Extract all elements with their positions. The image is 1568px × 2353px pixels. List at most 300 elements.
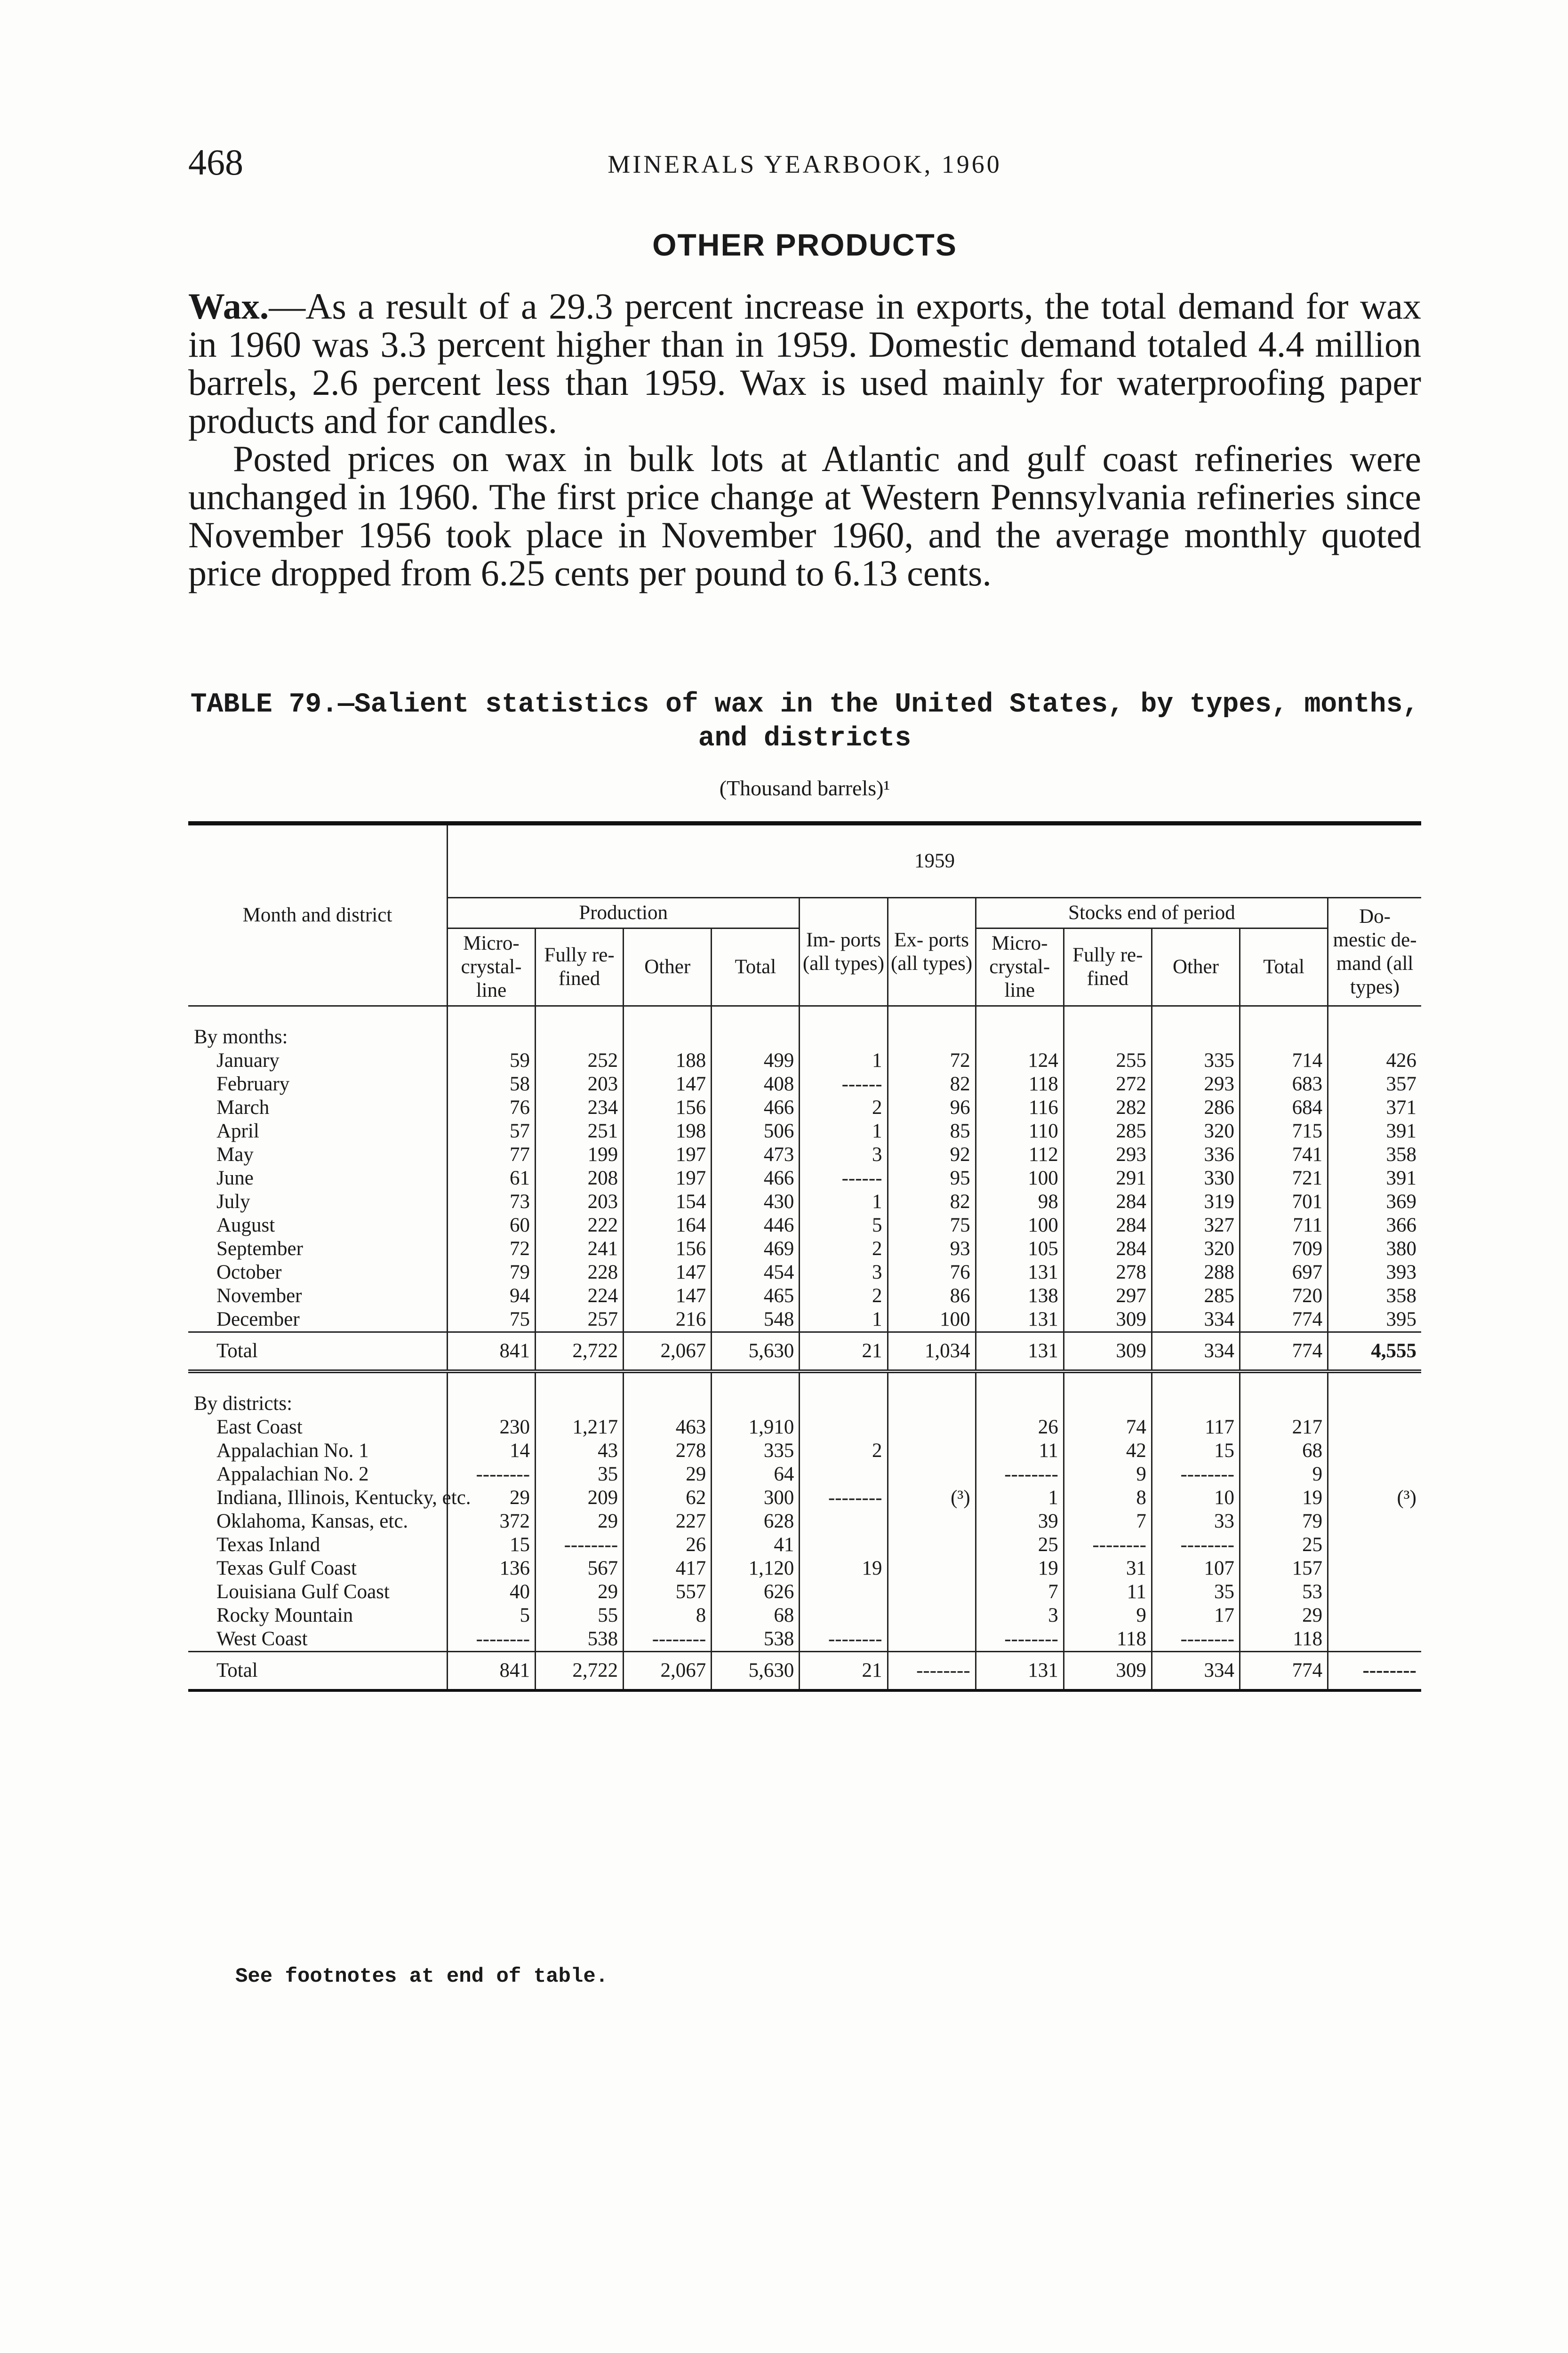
table-cell: 774 bbox=[1240, 1652, 1328, 1691]
header-prod-fully: Fully re- fined bbox=[536, 928, 624, 1006]
section-label: By districts: bbox=[194, 1393, 293, 1415]
row-label: Texas Inland bbox=[216, 1534, 320, 1556]
row-label: March bbox=[216, 1096, 270, 1119]
header-month-district: Month and district bbox=[242, 904, 392, 926]
table-row bbox=[188, 1557, 1421, 1580]
table-cell: 282 bbox=[1064, 1096, 1152, 1120]
table-cell-empty bbox=[536, 1025, 624, 1049]
table-cell: 293 bbox=[1064, 1143, 1152, 1167]
table-cell: 3 bbox=[800, 1143, 888, 1167]
table-cell: 697 bbox=[1240, 1261, 1328, 1284]
row-label: Indiana, Illinois, Kentucky, etc. bbox=[216, 1487, 471, 1509]
table-cell: 371 bbox=[1328, 1096, 1421, 1120]
table-cell: 96 bbox=[888, 1096, 976, 1120]
table-body bbox=[188, 1006, 1421, 1691]
table-cell bbox=[888, 1510, 976, 1533]
table-cell: 131 bbox=[976, 1332, 1064, 1372]
table-cell: 358 bbox=[1328, 1284, 1421, 1308]
table-cell: 29 bbox=[1240, 1604, 1328, 1627]
table-cell: 557 bbox=[624, 1580, 712, 1604]
table-cell: 61 bbox=[447, 1167, 535, 1190]
table-cell: 100 bbox=[976, 1214, 1064, 1237]
table-cell: 251 bbox=[536, 1120, 624, 1143]
table-cell: 285 bbox=[1064, 1120, 1152, 1143]
row-label: December bbox=[216, 1308, 300, 1330]
table-cell-empty bbox=[624, 1392, 712, 1416]
spacer-cell bbox=[624, 1371, 712, 1392]
table-cell: 55 bbox=[536, 1604, 624, 1627]
table-cell: 64 bbox=[712, 1463, 800, 1486]
row-label: January bbox=[216, 1049, 280, 1072]
spacer-cell bbox=[624, 1006, 712, 1026]
table-cell: 548 bbox=[712, 1308, 800, 1332]
spacer-cell bbox=[1328, 1006, 1421, 1026]
spacer-cell bbox=[976, 1006, 1064, 1026]
table-cell bbox=[1328, 1416, 1421, 1439]
table-cell: 21 bbox=[800, 1332, 888, 1372]
table-cell: 334 bbox=[1152, 1652, 1240, 1691]
table-cell: 1 bbox=[800, 1120, 888, 1143]
table-cell: 469 bbox=[712, 1237, 800, 1261]
table-row bbox=[188, 1237, 1421, 1261]
spacer-cell bbox=[888, 1371, 976, 1392]
table-cell: 19 bbox=[800, 1557, 888, 1580]
table-cell bbox=[1328, 1439, 1421, 1463]
table-cell: 85 bbox=[888, 1120, 976, 1143]
table-cell: 278 bbox=[624, 1439, 712, 1463]
table-cell: 8 bbox=[624, 1604, 712, 1627]
row-label: October bbox=[216, 1261, 282, 1283]
spacer-cell bbox=[888, 1006, 976, 1026]
table-cell: 15 bbox=[1152, 1439, 1240, 1463]
table-cell: 2 bbox=[800, 1439, 888, 1463]
table-cell: 209 bbox=[536, 1486, 624, 1510]
table-cell: 156 bbox=[624, 1237, 712, 1261]
table-cell: 430 bbox=[712, 1190, 800, 1214]
table-cell: -------- bbox=[1152, 1463, 1240, 1486]
wax-table-container bbox=[188, 821, 1421, 1941]
table-cell: 284 bbox=[1064, 1214, 1152, 1237]
table-cell: 10 bbox=[1152, 1486, 1240, 1510]
running-head: MINERALS YEARBOOK, 1960 bbox=[608, 150, 1002, 178]
table-cell: 2 bbox=[800, 1237, 888, 1261]
spacer-cell bbox=[1064, 1371, 1152, 1392]
table-cell: -------- bbox=[888, 1652, 976, 1691]
spacer-cell bbox=[1240, 1371, 1328, 1392]
table-cell bbox=[800, 1463, 888, 1486]
table-cell: 366 bbox=[1328, 1214, 1421, 1237]
paragraph-wax bbox=[188, 287, 1421, 440]
header-imports: Im- ports (all types) bbox=[800, 898, 888, 1006]
table-row bbox=[188, 1627, 1421, 1652]
table-cell bbox=[1328, 1627, 1421, 1652]
table-cell bbox=[800, 1416, 888, 1439]
table-cell: 2 bbox=[800, 1284, 888, 1308]
row-label: September bbox=[216, 1238, 303, 1260]
spacer-cell bbox=[1240, 1006, 1328, 1026]
table-row bbox=[188, 1580, 1421, 1604]
table-cell: 197 bbox=[624, 1167, 712, 1190]
table-row bbox=[188, 1143, 1421, 1167]
table-cell: 203 bbox=[536, 1072, 624, 1096]
table-cell: 408 bbox=[712, 1072, 800, 1096]
table-cell: 506 bbox=[712, 1120, 800, 1143]
table-cell: 1,034 bbox=[888, 1332, 976, 1372]
table-cell: 357 bbox=[1328, 1072, 1421, 1096]
table-cell: 25 bbox=[1240, 1533, 1328, 1557]
table-cell: 227 bbox=[624, 1510, 712, 1533]
table-cell: 1 bbox=[800, 1190, 888, 1214]
table-cell: 39 bbox=[976, 1510, 1064, 1533]
table-cell: 720 bbox=[1240, 1284, 1328, 1308]
spacer-cell bbox=[1152, 1006, 1240, 1026]
table-cell: 334 bbox=[1152, 1332, 1240, 1372]
table-cell: 255 bbox=[1064, 1049, 1152, 1072]
table-cell: -------- bbox=[800, 1486, 888, 1510]
table-cell-empty bbox=[712, 1392, 800, 1416]
table-cell-empty bbox=[447, 1392, 535, 1416]
table-cell-empty bbox=[712, 1025, 800, 1049]
table-cell: 131 bbox=[976, 1308, 1064, 1332]
table-cell: 138 bbox=[976, 1284, 1064, 1308]
table-cell-empty bbox=[1328, 1392, 1421, 1416]
table-cell: 118 bbox=[1064, 1627, 1152, 1652]
table-cell: 147 bbox=[624, 1072, 712, 1096]
page-number: 468 bbox=[188, 142, 243, 183]
table-cell: 252 bbox=[536, 1049, 624, 1072]
table-cell: 241 bbox=[536, 1237, 624, 1261]
table-cell: 2,722 bbox=[536, 1332, 624, 1372]
table-cell: 297 bbox=[1064, 1284, 1152, 1308]
table-cell: 107 bbox=[1152, 1557, 1240, 1580]
table-cell bbox=[888, 1416, 976, 1439]
paragraph-lead: Wax. bbox=[188, 286, 269, 327]
table-row bbox=[188, 1120, 1421, 1143]
row-label: Louisiana Gulf Coast bbox=[216, 1581, 390, 1603]
table-cell-empty bbox=[1064, 1025, 1152, 1049]
spacer-cell bbox=[976, 1371, 1064, 1392]
table-cell: -------- bbox=[536, 1533, 624, 1557]
table-cell: 683 bbox=[1240, 1072, 1328, 1096]
table-cell: 284 bbox=[1064, 1190, 1152, 1214]
table-cell bbox=[888, 1604, 976, 1627]
table-cell bbox=[800, 1580, 888, 1604]
table-cell: 118 bbox=[976, 1072, 1064, 1096]
table-cell bbox=[800, 1533, 888, 1557]
table-subcaption: (Thousand barrels)¹ bbox=[719, 776, 890, 800]
row-label: April bbox=[216, 1120, 259, 1142]
table-cell: 154 bbox=[624, 1190, 712, 1214]
table-cell: 3 bbox=[800, 1261, 888, 1284]
table-cell: 157 bbox=[1240, 1557, 1328, 1580]
table-cell bbox=[888, 1463, 976, 1486]
table-row bbox=[188, 1214, 1421, 1237]
table-cell: 42 bbox=[1064, 1439, 1152, 1463]
table-row bbox=[188, 1096, 1421, 1120]
table-cell: 228 bbox=[536, 1261, 624, 1284]
table-cell: 43 bbox=[536, 1439, 624, 1463]
table-cell: 334 bbox=[1152, 1308, 1240, 1332]
table-cell: 131 bbox=[976, 1652, 1064, 1691]
table-cell-empty bbox=[888, 1392, 976, 1416]
table-cell: 628 bbox=[712, 1510, 800, 1533]
table-cell: 35 bbox=[536, 1463, 624, 1486]
table-row bbox=[188, 1308, 1421, 1332]
table-cell: 29 bbox=[536, 1510, 624, 1533]
table-cell: 124 bbox=[976, 1049, 1064, 1072]
header-prod-total: Total bbox=[712, 928, 800, 1006]
table-cell: 224 bbox=[536, 1284, 624, 1308]
table-cell: 335 bbox=[1152, 1049, 1240, 1072]
table-cell: 117 bbox=[1152, 1416, 1240, 1439]
table-cell bbox=[1328, 1463, 1421, 1486]
table-cell: (³) bbox=[1328, 1486, 1421, 1510]
table-cell: 300 bbox=[712, 1486, 800, 1510]
table-row bbox=[188, 1284, 1421, 1308]
header-prod-micro: Micro- crystal- line bbox=[447, 928, 535, 1006]
table-cell: 715 bbox=[1240, 1120, 1328, 1143]
header-stock-total: Total bbox=[1240, 928, 1328, 1006]
header-stock-micro: Micro- crystal- line bbox=[976, 928, 1064, 1006]
table-cell: 288 bbox=[1152, 1261, 1240, 1284]
table-cell: 335 bbox=[712, 1439, 800, 1463]
row-label: February bbox=[216, 1073, 290, 1095]
table-cell: 372 bbox=[447, 1510, 535, 1533]
header-production: Production bbox=[447, 898, 800, 928]
table-cell: 17 bbox=[1152, 1604, 1240, 1627]
table-cell: 57 bbox=[447, 1120, 535, 1143]
table-cell: 29 bbox=[624, 1463, 712, 1486]
table-cell: 257 bbox=[536, 1308, 624, 1332]
spacer-cell bbox=[712, 1371, 800, 1392]
table-cell: 286 bbox=[1152, 1096, 1240, 1120]
table-cell: 131 bbox=[976, 1261, 1064, 1284]
table-cell: 473 bbox=[712, 1143, 800, 1167]
table-cell: 538 bbox=[536, 1627, 624, 1652]
table-cell: 463 bbox=[624, 1416, 712, 1439]
table-cell: 76 bbox=[447, 1096, 535, 1120]
table-cell: 7 bbox=[1064, 1510, 1152, 1533]
table-cell: 26 bbox=[624, 1533, 712, 1557]
table-cell: 841 bbox=[447, 1652, 535, 1691]
spacer-cell bbox=[188, 1006, 447, 1026]
table-cell: ------ bbox=[800, 1072, 888, 1096]
table-cell: 62 bbox=[624, 1486, 712, 1510]
table-cell bbox=[1328, 1533, 1421, 1557]
table-cell: 4,555 bbox=[1328, 1332, 1421, 1372]
table-cell: 465 bbox=[712, 1284, 800, 1308]
body-text bbox=[188, 287, 1421, 592]
table-cell: 336 bbox=[1152, 1143, 1240, 1167]
header-prod-other: Other bbox=[624, 928, 712, 1006]
table-cell: 320 bbox=[1152, 1237, 1240, 1261]
table-cell: 293 bbox=[1152, 1072, 1240, 1096]
table-cell: 82 bbox=[888, 1190, 976, 1214]
table-cell: 841 bbox=[447, 1332, 535, 1372]
table-cell: 112 bbox=[976, 1143, 1064, 1167]
section-label: By months: bbox=[194, 1026, 288, 1048]
table-cell: 2 bbox=[800, 1096, 888, 1120]
table-cell: 741 bbox=[1240, 1143, 1328, 1167]
header-stock-other: Other bbox=[1152, 928, 1240, 1006]
table-cell: 29 bbox=[447, 1486, 535, 1510]
table-cell: 82 bbox=[888, 1072, 976, 1096]
spacer-row bbox=[188, 1371, 1421, 1392]
table-cell: 217 bbox=[1240, 1416, 1328, 1439]
table-caption: TABLE 79.—Salient statistics of wax in the United States, by types, months, and districts bbox=[190, 689, 1419, 754]
total-row bbox=[188, 1652, 1421, 1691]
table-row bbox=[188, 1049, 1421, 1072]
table-row bbox=[188, 1533, 1421, 1557]
table-cell bbox=[800, 1510, 888, 1533]
table-cell: 2,067 bbox=[624, 1652, 712, 1691]
table-cell: 100 bbox=[888, 1308, 976, 1332]
spacer-cell bbox=[188, 1371, 447, 1392]
table-cell-empty bbox=[1152, 1025, 1240, 1049]
table-cell: (³) bbox=[888, 1486, 976, 1510]
table-cell: 358 bbox=[1328, 1143, 1421, 1167]
row-label: June bbox=[216, 1167, 254, 1189]
table-cell: 309 bbox=[1064, 1652, 1152, 1691]
table-cell: 369 bbox=[1328, 1190, 1421, 1214]
table-cell bbox=[1328, 1557, 1421, 1580]
table-cell: 198 bbox=[624, 1120, 712, 1143]
spacer-cell bbox=[536, 1006, 624, 1026]
table-cell: 327 bbox=[1152, 1214, 1240, 1237]
table-cell: 5,630 bbox=[712, 1332, 800, 1372]
row-label: July bbox=[216, 1191, 250, 1213]
table-cell: 72 bbox=[888, 1049, 976, 1072]
table-cell bbox=[800, 1604, 888, 1627]
table-cell: 77 bbox=[447, 1143, 535, 1167]
table-cell: 53 bbox=[1240, 1580, 1328, 1604]
table-cell: 11 bbox=[976, 1439, 1064, 1463]
table-cell: 15 bbox=[447, 1533, 535, 1557]
table-cell: 5 bbox=[447, 1604, 535, 1627]
table-cell: -------- bbox=[1328, 1652, 1421, 1691]
row-label: November bbox=[216, 1285, 302, 1307]
table-cell: 31 bbox=[1064, 1557, 1152, 1580]
header-stock-fully: Fully re- fined bbox=[1064, 928, 1152, 1006]
table-cell: 60 bbox=[447, 1214, 535, 1237]
table-row bbox=[188, 1604, 1421, 1627]
table-cell: 35 bbox=[1152, 1580, 1240, 1604]
table-cell: 147 bbox=[624, 1261, 712, 1284]
table-row bbox=[188, 1261, 1421, 1284]
table-cell-empty bbox=[888, 1025, 976, 1049]
table-cell: 466 bbox=[712, 1096, 800, 1120]
table-cell: 626 bbox=[712, 1580, 800, 1604]
table-cell-empty bbox=[1152, 1392, 1240, 1416]
spacer-cell bbox=[1328, 1371, 1421, 1392]
row-label: Total bbox=[188, 1652, 447, 1691]
table-cell: 538 bbox=[712, 1627, 800, 1652]
table-cell: 391 bbox=[1328, 1120, 1421, 1143]
spacer-cell bbox=[800, 1371, 888, 1392]
table-cell: 391 bbox=[1328, 1167, 1421, 1190]
table-cell: 446 bbox=[712, 1214, 800, 1237]
row-label: Appalachian No. 2 bbox=[216, 1463, 369, 1485]
table-cell: 284 bbox=[1064, 1237, 1152, 1261]
table-cell: 68 bbox=[1240, 1439, 1328, 1463]
table-cell: 8 bbox=[1064, 1486, 1152, 1510]
table-cell: 93 bbox=[888, 1237, 976, 1261]
table-cell: 25 bbox=[976, 1533, 1064, 1557]
table-cell: 110 bbox=[976, 1120, 1064, 1143]
table-cell bbox=[1328, 1604, 1421, 1627]
table-cell: 380 bbox=[1328, 1237, 1421, 1261]
table-cell: 9 bbox=[1240, 1463, 1328, 1486]
spacer-cell bbox=[447, 1371, 535, 1392]
table-cell: 330 bbox=[1152, 1167, 1240, 1190]
table-cell: 75 bbox=[888, 1214, 976, 1237]
table-cell: 714 bbox=[1240, 1049, 1328, 1072]
page-header bbox=[188, 141, 1421, 193]
table-cell: 9 bbox=[1064, 1463, 1152, 1486]
table-cell: 234 bbox=[536, 1096, 624, 1120]
table-cell bbox=[888, 1557, 976, 1580]
table-cell: 278 bbox=[1064, 1261, 1152, 1284]
table-cell: 94 bbox=[447, 1284, 535, 1308]
table-cell: 95 bbox=[888, 1167, 976, 1190]
table-cell: 222 bbox=[536, 1214, 624, 1237]
table-cell: 709 bbox=[1240, 1237, 1328, 1261]
table-cell: 393 bbox=[1328, 1261, 1421, 1284]
table-cell: 774 bbox=[1240, 1308, 1328, 1332]
table-cell-empty bbox=[1328, 1025, 1421, 1049]
table-cell: 309 bbox=[1064, 1308, 1152, 1332]
table-cell bbox=[888, 1439, 976, 1463]
total-row bbox=[188, 1332, 1421, 1372]
table-cell: 417 bbox=[624, 1557, 712, 1580]
spacer-cell bbox=[712, 1006, 800, 1026]
table-cell: 9 bbox=[1064, 1604, 1152, 1627]
table-cell-empty bbox=[800, 1025, 888, 1049]
table-cell: 711 bbox=[1240, 1214, 1328, 1237]
table-cell: 395 bbox=[1328, 1308, 1421, 1332]
spacer-cell bbox=[1152, 1371, 1240, 1392]
table-cell: 203 bbox=[536, 1190, 624, 1214]
table-cell: -------- bbox=[1064, 1533, 1152, 1557]
table-cell: 499 bbox=[712, 1049, 800, 1072]
table-cell: 216 bbox=[624, 1308, 712, 1332]
header-domestic: Do- mestic de- mand (all types) bbox=[1328, 898, 1421, 1006]
table-cell: 19 bbox=[1240, 1486, 1328, 1510]
row-label: West Coast bbox=[216, 1628, 308, 1650]
table-cell: ------ bbox=[800, 1167, 888, 1190]
table-cell: -------- bbox=[1152, 1627, 1240, 1652]
table-cell: 684 bbox=[1240, 1096, 1328, 1120]
table-cell: -------- bbox=[1152, 1533, 1240, 1557]
table-cell: 40 bbox=[447, 1580, 535, 1604]
table-cell bbox=[888, 1580, 976, 1604]
table-cell bbox=[1328, 1580, 1421, 1604]
row-label: May bbox=[216, 1144, 254, 1166]
table-cell: 1,120 bbox=[712, 1557, 800, 1580]
row-label: Rocky Mountain bbox=[216, 1604, 353, 1626]
table-cell: 21 bbox=[800, 1652, 888, 1691]
table-cell: 73 bbox=[447, 1190, 535, 1214]
table-cell: 19 bbox=[976, 1557, 1064, 1580]
table-cell: 1,217 bbox=[536, 1416, 624, 1439]
table-cell: 72 bbox=[447, 1237, 535, 1261]
table-cell: 118 bbox=[1240, 1627, 1328, 1652]
table-cell: 1 bbox=[976, 1486, 1064, 1510]
table-cell bbox=[1328, 1510, 1421, 1533]
table-cell: 291 bbox=[1064, 1167, 1152, 1190]
table-cell: 116 bbox=[976, 1096, 1064, 1120]
table-row bbox=[188, 1190, 1421, 1214]
